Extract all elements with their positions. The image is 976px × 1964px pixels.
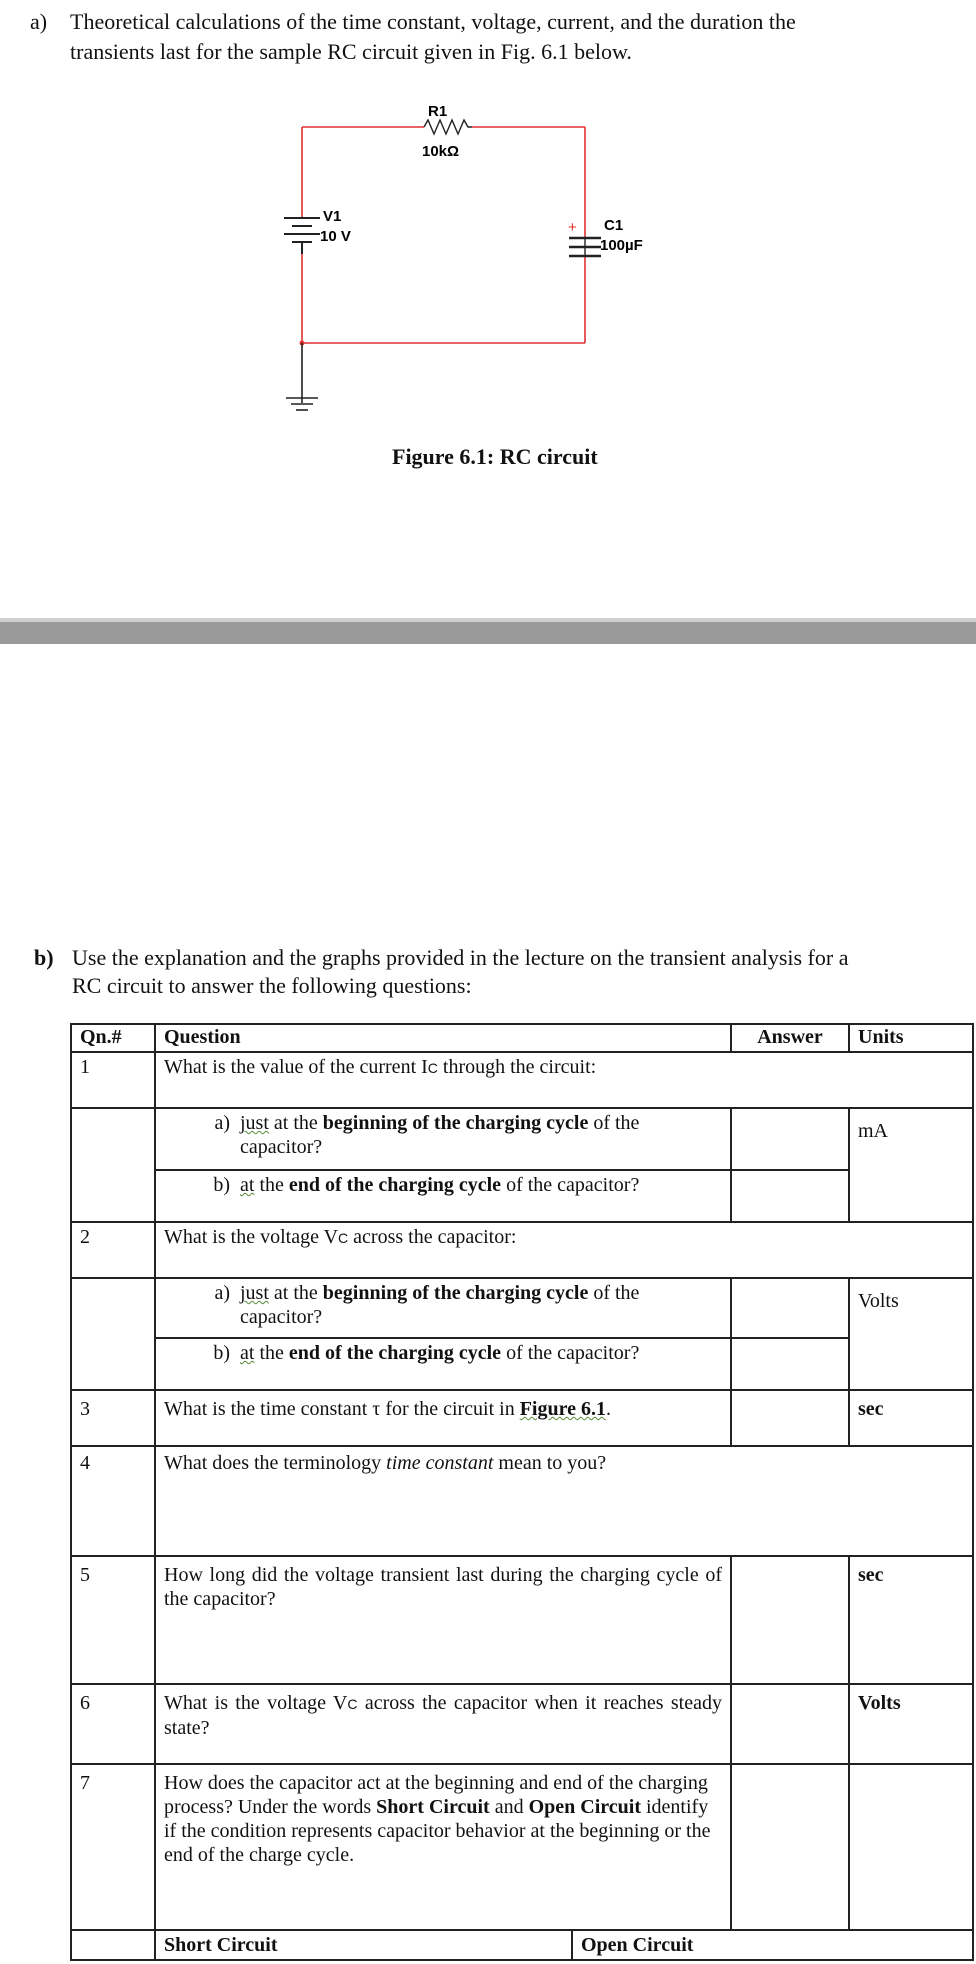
q2-number: 2 (71, 1222, 155, 1278)
q6-number: 6 (71, 1684, 155, 1764)
bottom-blank (71, 1930, 155, 1960)
header-units: Units (849, 1024, 973, 1052)
q1-part-b: b) at the end of the charging cycle of the capacitor? (155, 1170, 731, 1222)
header-question: Question (155, 1024, 731, 1052)
table-row (71, 1446, 973, 1556)
q3-number: 3 (71, 1390, 155, 1446)
section-b-line1: Use the explanation and the graphs provided in the lecture on the transient analysis for a (72, 945, 849, 970)
q5-units: sec (849, 1556, 973, 1684)
table-row (71, 1338, 973, 1390)
rc-circuit-diagram (0, 0, 976, 440)
q6-question: What is the voltage VC across the capacitor when it reaches steady state? (155, 1684, 731, 1764)
table-row (71, 1764, 973, 1930)
header-answer: Answer (731, 1024, 849, 1052)
q6-answer-cell[interactable] (731, 1684, 849, 1764)
short-circuit-label: Short Circuit (156, 1931, 573, 1959)
table-row (71, 1108, 973, 1170)
q2-part-b: b) at the end of the charging cycle of the capacitor? (155, 1338, 731, 1390)
ground-symbol (286, 343, 318, 410)
c1-name: C1 (604, 217, 624, 234)
q5-answer-cell[interactable] (731, 1556, 849, 1684)
q1-number: 1 (71, 1052, 155, 1108)
capacitor-polarity: + (568, 219, 577, 236)
table-row (71, 1052, 973, 1108)
capacitor-symbol (569, 238, 601, 256)
q1a-answer-cell[interactable] (731, 1108, 849, 1170)
section-a-label: a) (30, 9, 48, 34)
q7-question: How does the capacitor act at the beginning and end of the charging process? Under the words Short Circuit and Open Circuit identify if the condition represents capacitor behavior at the beginning or the end of the charge cycle. (155, 1764, 731, 1930)
q1-part-a: a) just at the beginning of the charging cycle of the capacitor? (155, 1108, 731, 1170)
section-b-label: b) (34, 945, 54, 970)
section-b-line2: RC circuit to answer the following questions: (72, 973, 472, 998)
table-row (71, 1170, 973, 1222)
q3-question: What is the time constant τ for the circuit in Figure 6.1. (155, 1390, 731, 1446)
q2-num-blank (71, 1278, 155, 1390)
q1-question: What is the value of the current IC through the circuit: (155, 1052, 973, 1108)
c1-value: 100µF (600, 237, 643, 254)
q3-units: sec (849, 1390, 973, 1446)
section-a-line2: transients last for the sample RC circuit given in Fig. 6.1 below. (70, 39, 632, 64)
r1-name: R1 (428, 103, 448, 120)
q3-answer-cell[interactable] (731, 1390, 849, 1446)
table-row (71, 1684, 973, 1764)
figure-caption: Figure 6.1: RC circuit (392, 444, 598, 469)
table-row (71, 1278, 973, 1338)
q4-number: 4 (71, 1446, 155, 1556)
table-row (71, 1390, 973, 1446)
q7-number: 7 (71, 1764, 155, 1930)
questions-table (70, 1023, 974, 1961)
q2a-answer-cell[interactable] (731, 1278, 849, 1338)
table-row (71, 1930, 973, 1960)
q7-units-cell (849, 1764, 973, 1930)
q2-units: Volts (849, 1278, 973, 1390)
short-open-row (155, 1930, 973, 1960)
q1b-answer-cell[interactable] (731, 1170, 849, 1222)
q5-question: How long did the voltage transient last during the charging cycle of the capacitor? (155, 1556, 731, 1684)
q2-question: What is the voltage VC across the capacitor: (155, 1222, 973, 1278)
q2b-answer-cell[interactable] (731, 1338, 849, 1390)
v1-name: V1 (323, 208, 342, 225)
q1-units: mA (849, 1108, 973, 1222)
table-row (71, 1556, 973, 1684)
table-header-row (71, 1024, 973, 1052)
r1-value: 10kΩ (422, 143, 460, 160)
q4-question: What does the terminology time constant mean to you? (155, 1446, 973, 1556)
table-row (71, 1222, 973, 1278)
q7-answer-cell[interactable] (731, 1764, 849, 1930)
section-a-line1: Theoretical calculations of the time constant, voltage, current, and the duration the (70, 9, 796, 34)
q6-units: Volts (849, 1684, 973, 1764)
q1-num-blank (71, 1108, 155, 1222)
q2-part-a: a) just at the beginning of the charging cycle of the capacitor? (155, 1278, 731, 1338)
q5-number: 5 (71, 1556, 155, 1684)
battery-symbol (284, 218, 320, 254)
header-qn: Qn.# (71, 1024, 155, 1052)
resistor-symbol (424, 120, 472, 134)
v1-value: 10 V (320, 228, 351, 245)
page-break (0, 622, 976, 644)
open-circuit-label: Open Circuit (581, 1934, 694, 1956)
